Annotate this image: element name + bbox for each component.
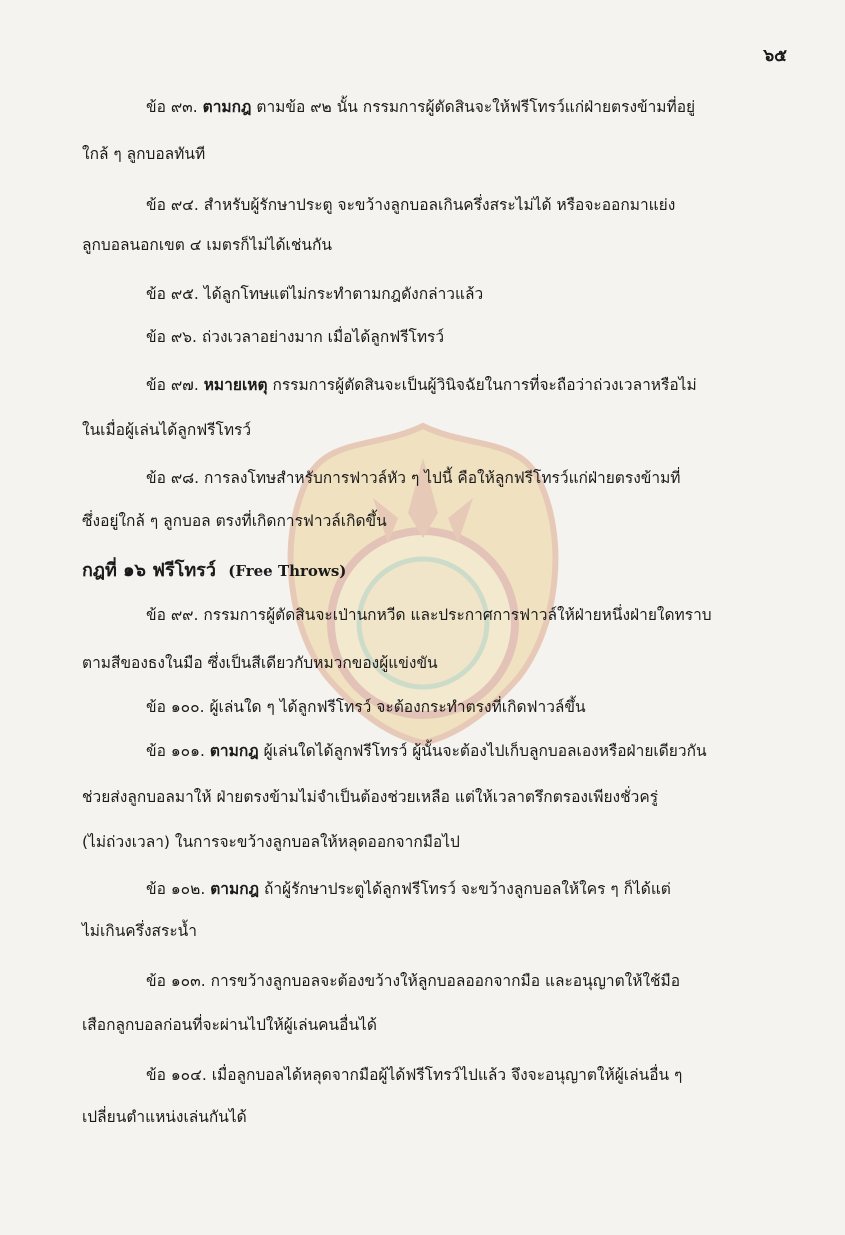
paragraph-99-line1 [82, 588, 845, 642]
paragraph-94-line2: ลูกบอลนอกเขต ๔ เมตรก็ไม่ได้เช่นกัน [82, 236, 332, 254]
clause-text: การขว้างลูกบอลจะต้องขว้างให้ลูกบอลออกจากมือ และอนุญาตให้ใช้มือ [210, 972, 681, 990]
paragraph-102-line2: ไม่เกินครึ่งสระน้ำ [82, 922, 197, 940]
clause-text: เมื่อลูกบอลได้หลุดจากมือผู้ได้ฟรีโทรว์ไปแล้ว จึงจะอนุญาตให้ผู้เล่นอื่น ๆ [211, 1066, 683, 1084]
clause-number: ข้อ ๑๐๑. [146, 742, 205, 760]
section-heading [82, 555, 346, 584]
clause-number: ข้อ ๑๐๐. [146, 698, 205, 716]
clause-text: กรรมการผู้ตัดสินจะเป็นผู้วินิจฉัยในการที่จะถือว่าถ่วงเวลาหรือไม่ [272, 376, 697, 394]
paragraph-101-line3: (ไม่ถ่วงเวลา) ในการจะขว้างลูกบอลให้หลุดออกจากมือไป [82, 833, 460, 851]
paragraph-101-line2: ช่วยส่งลูกบอลมาให้ ฝ่ายตรงข้ามไม่จำเป็นต้องช่วยเหลือ แต่ให้เวลาตรึกตรองเพียงชั่วครู่ [82, 788, 659, 806]
clause-text: ถ่วงเวลาอย่างมาก เมื่อได้ลูกฟรีโทรว์ [201, 328, 445, 346]
clause-label: ตามกฎ [210, 880, 259, 898]
clause-label: ตามกฎ [202, 98, 252, 116]
paragraph-93-line2: ใกล้ ๆ ลูกบอลทันที [82, 145, 206, 163]
paragraph-93-line1 [82, 80, 845, 134]
clause-text: ตามข้อ ๙๒ นั้น กรรมการผู้ตัดสินจะให้ฟรีโทรว์แก่ฝ่ายตรงข้ามที่อยู่ [256, 98, 696, 116]
clause-label: ตามกฎ [209, 742, 259, 760]
paragraph-96 [82, 310, 845, 364]
clause-number: ข้อ ๑๐๒. [146, 880, 206, 898]
clause-text: ได้ลูกโทษแต่ไม่กระทำตามกฎดังกล่าวแล้ว [203, 285, 484, 303]
heading-english: (Free Throws) [228, 562, 347, 580]
clause-number: ข้อ ๙๓. [146, 98, 198, 116]
paragraph-103-line2: เสือกลูกบอลก่อนที่จะผ่านไปให้ผู้เล่นคนอื่นได้ [82, 1016, 377, 1034]
paragraph-97-line2: ในเมื่อผู้เล่นได้ลูกฟรีโทรว์ [82, 421, 252, 439]
clause-number: ข้อ ๙๙. [146, 606, 199, 624]
clause-number: ข้อ ๙๖. [146, 328, 197, 346]
clause-label: หมายเหตุ [203, 376, 268, 394]
page-number: ๖๕ [763, 46, 787, 66]
clause-number: ข้อ ๑๐๔. [146, 1066, 207, 1084]
clause-number: ข้อ ๙๕. [146, 285, 199, 303]
clause-number: ข้อ ๑๐๓. [146, 972, 206, 990]
heading-thai: กฎที่ ๑๖ ฟรีโทรว์ [82, 560, 216, 581]
paragraph-98-line2: ซึ่งอยู่ใกล้ ๆ ลูกบอล ตรงที่เกิดการฟาวล์เกิดขึ้น [82, 512, 387, 530]
clause-text: การลงโทษสำหรับการฟาวล์หัว ๆ ไปนี้ คือให้ลูกฟรีโทรว์แก่ฝ่ายตรงข้ามที่ [204, 469, 681, 487]
clause-text: กรรมการผู้ตัดสินจะเป่านกหวีด และประกาศการฟาวล์ให้ฝ่ายหนึ่งฝ่ายใดทราบ [203, 606, 712, 624]
paragraph-104-line2: เปลี่ยนตำแหน่งเล่นกันได้ [82, 1108, 247, 1126]
clause-text: ถ้าผู้รักษาประตูได้ลูกฟรีโทรว์ จะขว้างลูกบอลให้ใคร ๆ ก็ได้แต่ [263, 880, 671, 898]
clause-text: ผู้เล่นใด ๆ ได้ลูกฟรีโทรว์ จะต้องกระทำตรงที่เกิดฟาวล์ขึ้น [209, 698, 586, 716]
clause-number: ข้อ ๙๘. [146, 469, 200, 487]
clause-text: สำหรับผู้รักษาประตู จะขว้างลูกบอลเกินครึ่งสระไม่ได้ หรือจะออกมาแย่ง [203, 196, 676, 214]
clause-number: ข้อ ๙๗. [146, 376, 199, 394]
paragraph-99-line2: ตามสีของธงในมือ ซึ่งเป็นสีเดียวกับหมวกของผู้แข่งขัน [82, 654, 438, 672]
clause-text: ผู้เล่นใดได้ลูกฟรีโทรว์ ผู้นั้นจะต้องไปเก็บลูกบอลเองหรือฝ่ายเดียวกัน [263, 742, 707, 760]
clause-number: ข้อ ๙๔. [146, 196, 199, 214]
